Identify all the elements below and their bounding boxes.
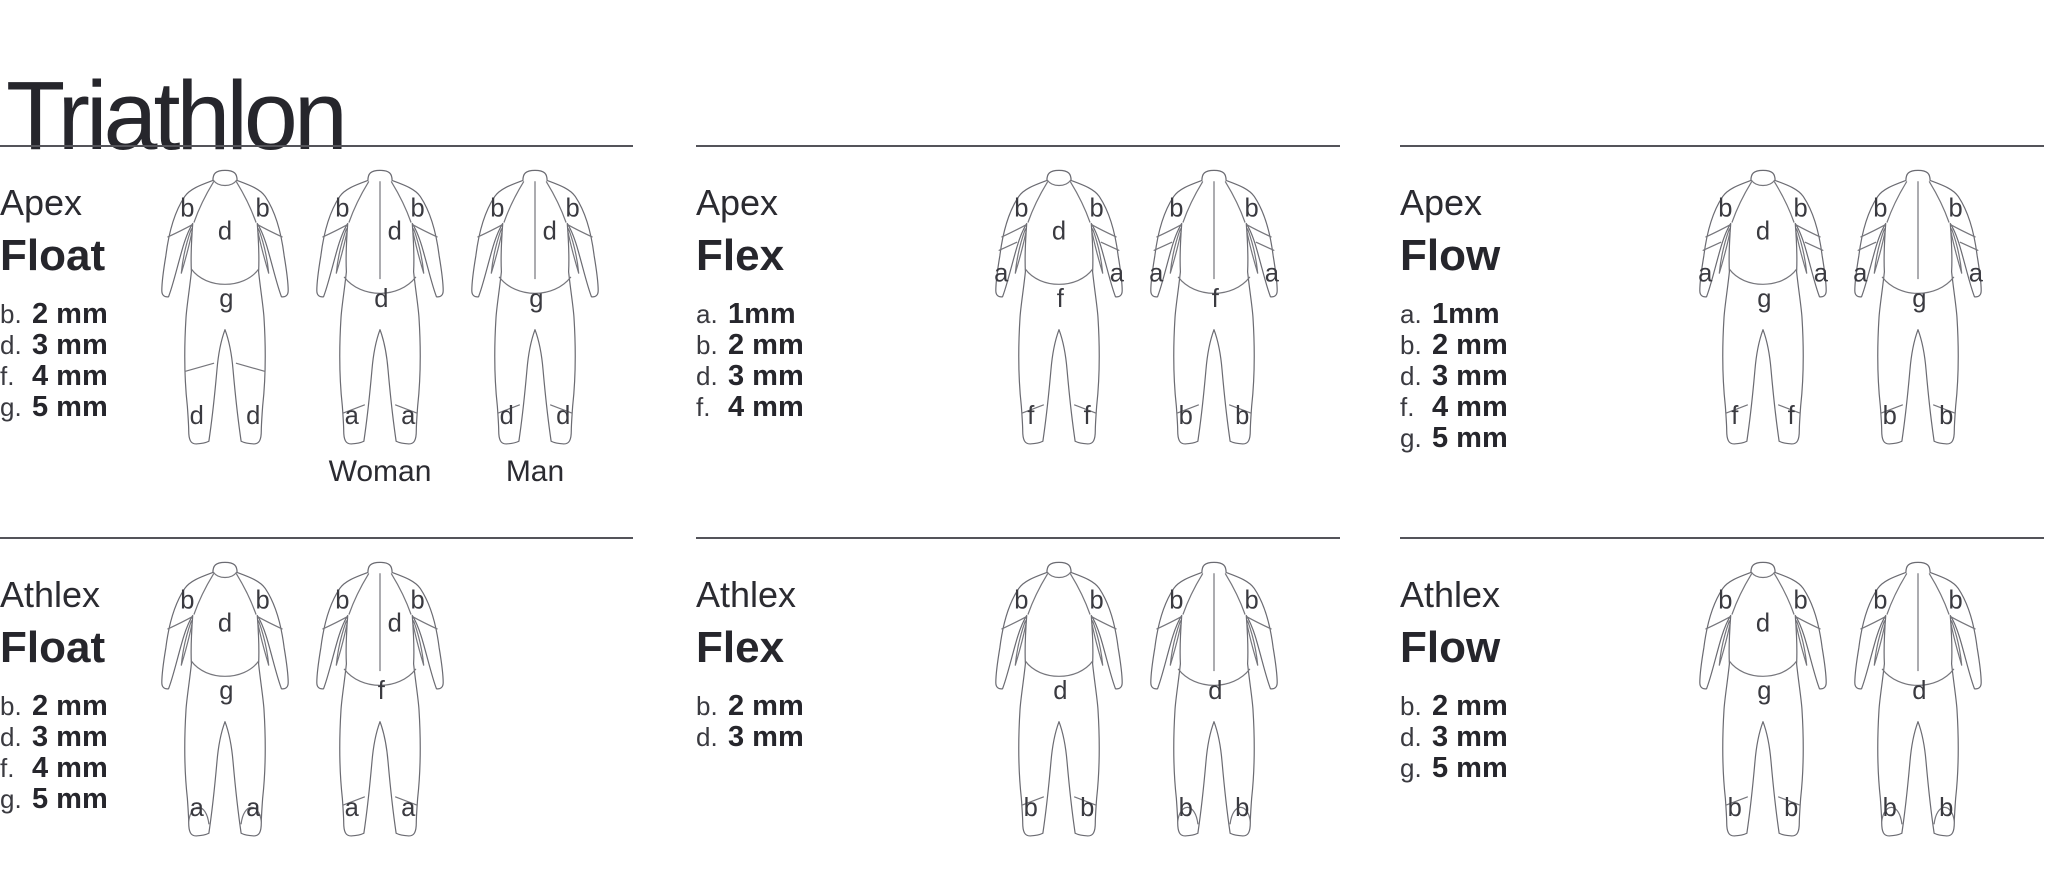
waist-seam	[1729, 269, 1796, 284]
zone-label-ankle-right: a	[246, 793, 261, 822]
product-family: Apex	[0, 182, 83, 223]
product-panel	[696, 537, 1340, 879]
wetsuit-drawing	[1139, 167, 1289, 452]
zone-label-shoulder-left: b	[335, 194, 350, 223]
legend-row	[1400, 690, 1688, 724]
zone-label-ankle-right: b	[1235, 401, 1250, 430]
legend-row	[1400, 752, 1688, 786]
zone-label-shoulder-left: b	[1169, 194, 1184, 223]
zone-label-ankle-left: d	[499, 401, 514, 430]
legend-row	[1400, 360, 1688, 394]
zone-label-torso: g	[529, 284, 544, 313]
product-panel	[696, 145, 1340, 487]
panel-body	[696, 539, 1340, 879]
zone-label-chest: d	[217, 609, 233, 638]
zone-label-ankle-left: b	[1727, 793, 1742, 822]
legend-zone-letter: d.	[696, 361, 718, 391]
legend-thickness-value: 1mm	[1432, 298, 1500, 330]
product-model: Float	[0, 623, 106, 672]
legend-zone-letter: b.	[1400, 691, 1422, 721]
product-panel	[0, 145, 633, 487]
zone-label-ankle-right: b	[1080, 793, 1095, 822]
panel-info	[696, 147, 984, 425]
wetsuit-figure	[984, 559, 1134, 879]
zone-label-shoulder-right: b	[410, 194, 425, 223]
zone-label-shoulder-right: b	[1793, 586, 1808, 615]
legend-thickness-value: 3 mm	[1432, 721, 1508, 753]
legend-thickness-value: 2 mm	[1432, 690, 1508, 722]
neckline-seam	[1048, 180, 1071, 185]
raglan-seam	[1028, 182, 1090, 222]
zone-label-torso: g	[219, 676, 234, 705]
legend-thickness-value: 4 mm	[1432, 391, 1508, 423]
wetsuit-figure	[1139, 559, 1289, 879]
zone-label-torso: f	[1056, 284, 1064, 313]
panel-body	[696, 147, 1340, 487]
wetsuit-figures	[150, 167, 633, 487]
legend-thickness-value: 2 mm	[728, 329, 804, 361]
waist-seam	[191, 269, 258, 284]
legend-thickness-value: 4 mm	[32, 752, 108, 784]
wetsuit-figures	[1688, 559, 2044, 879]
product-panel	[0, 537, 633, 879]
legend-thickness-value: 2 mm	[32, 298, 108, 330]
wetsuit-drawing	[305, 559, 455, 844]
thickness-legend	[696, 690, 984, 755]
zone-label-ankle-left: b	[1178, 793, 1193, 822]
legend-zone-letter: b.	[1400, 330, 1422, 360]
legend-zone-letter: d.	[1400, 361, 1422, 391]
zone-label-shoulder-left: b	[1014, 194, 1029, 223]
legend-thickness-value: 3 mm	[1432, 360, 1508, 392]
wetsuit-drawing	[1843, 167, 1993, 452]
zone-label-torso: f	[1211, 284, 1219, 313]
zone-label-shoulder-left: b	[1169, 586, 1184, 615]
legend-zone-letter: g.	[0, 784, 22, 814]
figure-caption: Woman	[328, 455, 432, 488]
zone-label-forearm-left: a	[1698, 259, 1713, 288]
wetsuit-drawing	[984, 167, 1134, 452]
zone-label-forearm-right: a	[1968, 259, 1983, 288]
wetsuit-figure	[460, 167, 610, 487]
zone-label-upper-back: d	[542, 217, 557, 246]
legend-thickness-value: 5 mm	[1432, 422, 1508, 454]
zone-label-shoulder-right: b	[565, 194, 580, 223]
zone-label-ankle-right: d	[246, 401, 261, 430]
thickness-legend	[0, 690, 150, 817]
zone-label-shoulder-left: b	[1014, 586, 1029, 615]
zone-label-forearm-left: a	[1853, 259, 1868, 288]
legend-thickness-value: 5 mm	[32, 783, 108, 815]
legend-thickness-value: 1mm	[728, 298, 796, 330]
legend-row	[0, 391, 150, 425]
raglan-seam	[194, 182, 256, 222]
zone-label-upper-back: d	[387, 609, 402, 638]
legend-thickness-value: 5 mm	[32, 391, 108, 423]
figure-caption: Man	[505, 455, 565, 488]
zone-label-ankle-left: b	[1882, 793, 1897, 822]
zone-label-ankle-left: b	[1882, 401, 1897, 430]
zone-label-torso: d	[1208, 676, 1223, 705]
legend-row	[0, 360, 150, 394]
panel-info	[696, 539, 984, 755]
zone-label-shoulder-left: b	[1718, 194, 1733, 223]
legend-row	[0, 721, 150, 755]
zone-label-chest: d	[217, 217, 233, 246]
wetsuit-drawing	[1139, 559, 1289, 844]
neckline-seam	[1752, 180, 1775, 185]
zone-label-shoulder-right: b	[1948, 194, 1963, 223]
wetsuit-drawing	[1688, 167, 1838, 452]
zone-label-ankle-left: f	[1731, 401, 1739, 430]
waist-seam	[1025, 661, 1092, 676]
product-model: Flex	[696, 231, 785, 280]
zone-label-ankle-left: a	[344, 793, 359, 822]
product-family: Apex	[696, 182, 779, 223]
thickness-legend	[1400, 298, 1688, 456]
wetsuit-figure	[305, 167, 455, 487]
zone-label-ankle-left: d	[189, 401, 204, 430]
wetsuit-figure	[1139, 167, 1289, 487]
zone-label-shoulder-left: b	[180, 586, 195, 615]
wetsuit-drawing	[1688, 559, 1838, 844]
legend-zone-letter: b.	[0, 691, 22, 721]
zone-label-upper-back: d	[387, 217, 402, 246]
legend-row	[0, 329, 150, 363]
legend-thickness-value: 4 mm	[728, 391, 804, 423]
zone-label-ankle-left: a	[189, 793, 204, 822]
wetsuit-drawing	[1843, 559, 1993, 844]
legend-row	[1400, 721, 1688, 755]
wetsuit-drawing	[460, 167, 610, 452]
legend-thickness-value: 2 mm	[1432, 329, 1508, 361]
zone-label-shoulder-right: b	[1948, 586, 1963, 615]
zone-label-torso: d	[1912, 676, 1927, 705]
product-panel	[1400, 537, 2044, 879]
zone-label-shoulder-right: b	[1244, 194, 1259, 223]
product-model: Flow	[1400, 231, 1501, 280]
zone-label-chest: d	[1755, 609, 1771, 638]
zone-label-torso: f	[377, 676, 385, 705]
zone-label-ankle-left: a	[344, 401, 359, 430]
panel-info	[0, 539, 150, 817]
wetsuit-figures	[150, 559, 633, 879]
legend-zone-letter: a.	[1400, 299, 1422, 329]
product-model: Float	[0, 231, 106, 280]
legend-zone-letter: b.	[0, 299, 22, 329]
zone-label-ankle-right: b	[1235, 793, 1250, 822]
zone-label-ankle-left: b	[1023, 793, 1038, 822]
legend-row	[0, 752, 150, 786]
legend-row	[696, 329, 984, 363]
legend-zone-letter: g.	[1400, 423, 1422, 453]
panel-info	[1400, 147, 1688, 456]
zone-label-shoulder-right: b	[1244, 586, 1259, 615]
zone-label-shoulder-left: b	[1873, 586, 1888, 615]
legend-zone-letter: b.	[696, 691, 718, 721]
legend-row	[696, 690, 984, 724]
knee-seam	[185, 363, 264, 371]
zone-label-forearm-right: a	[1264, 259, 1279, 288]
wetsuit-figures	[1688, 167, 2044, 487]
neckline-seam	[214, 572, 237, 577]
legend-row	[1400, 329, 1688, 363]
zone-label-shoulder-left: b	[1873, 194, 1888, 223]
product-family: Athlex	[696, 574, 797, 615]
wetsuit-figure	[150, 559, 300, 879]
wetsuit-figure	[1688, 167, 1838, 487]
panel-body	[0, 539, 633, 879]
zone-label-ankle-left: f	[1027, 401, 1035, 430]
legend-zone-letter: f.	[1400, 392, 1415, 422]
wetsuit-figure	[984, 167, 1134, 487]
zone-label-torso: g	[219, 284, 234, 313]
zone-label-forearm-left: a	[994, 259, 1009, 288]
zone-label-torso: g	[1912, 284, 1927, 313]
zone-label-ankle-right: f	[1787, 401, 1795, 430]
legend-row	[696, 360, 984, 394]
zone-label-shoulder-right: b	[255, 194, 270, 223]
legend-zone-letter: d.	[696, 722, 718, 752]
zone-label-shoulder-left: b	[490, 194, 505, 223]
thickness-legend	[0, 298, 150, 425]
raglan-seam	[194, 574, 256, 614]
legend-thickness-value: 3 mm	[32, 721, 108, 753]
thickness-legend	[1400, 690, 1688, 786]
legend-row	[696, 298, 984, 332]
legend-row	[1400, 391, 1688, 425]
wetsuit-figure	[150, 167, 300, 487]
zone-label-shoulder-left: b	[1718, 586, 1733, 615]
zone-label-shoulder-right: b	[1089, 194, 1104, 223]
raglan-seam	[1028, 574, 1090, 614]
legend-thickness-value: 4 mm	[32, 360, 108, 392]
legend-thickness-value: 3 mm	[32, 329, 108, 361]
wetsuit-figure	[1843, 559, 1993, 879]
legend-zone-letter: f.	[696, 392, 711, 422]
legend-zone-letter: g.	[1400, 753, 1422, 783]
panel-info	[1400, 539, 1688, 786]
neckline-seam	[1048, 572, 1071, 577]
product-family: Athlex	[0, 574, 101, 615]
legend-zone-letter: f.	[0, 361, 15, 391]
underarm-seam	[1015, 621, 1102, 665]
legend-row	[1400, 298, 1688, 332]
wetsuit-drawing	[150, 559, 300, 844]
zone-label-torso: d	[374, 284, 389, 313]
legend-thickness-value: 5 mm	[1432, 752, 1508, 784]
legend-thickness-value: 2 mm	[32, 690, 108, 722]
zone-label-torso: g	[1757, 676, 1772, 705]
legend-zone-letter: g.	[0, 392, 22, 422]
neckline-seam	[214, 180, 237, 185]
legend-row	[1400, 422, 1688, 456]
legend-row	[0, 783, 150, 817]
wetsuit-figures	[984, 167, 1340, 487]
legend-zone-letter: f.	[0, 753, 15, 783]
legend-zone-letter: a.	[696, 299, 718, 329]
zone-label-torso: g	[1757, 284, 1772, 313]
zone-label-shoulder-left: b	[335, 586, 350, 615]
zone-label-forearm-right: a	[1813, 259, 1828, 288]
legend-thickness-value: 3 mm	[728, 721, 804, 753]
legend-row	[0, 298, 150, 332]
zone-label-chest: d	[1755, 217, 1771, 246]
legend-zone-letter: d.	[0, 722, 22, 752]
wetsuit-figure	[305, 559, 455, 879]
zone-label-ankle-right: a	[401, 793, 416, 822]
zone-label-shoulder-right: b	[255, 586, 270, 615]
panel-body	[0, 147, 633, 487]
zone-label-ankle-right: b	[1939, 793, 1954, 822]
neckline-seam	[1752, 572, 1775, 577]
page-title: Triathlon	[6, 60, 344, 170]
zone-label-shoulder-right: b	[1089, 586, 1104, 615]
waist-seam	[1729, 661, 1796, 676]
zone-label-shoulder-left: b	[180, 194, 195, 223]
panel-body	[1400, 147, 2044, 487]
wetsuit-drawing	[150, 167, 300, 452]
panel-info	[0, 147, 150, 425]
product-family: Apex	[1400, 182, 1483, 223]
legend-row	[696, 391, 984, 425]
product-model: Flow	[1400, 623, 1501, 672]
waist-seam	[1025, 269, 1092, 284]
product-model: Flex	[696, 623, 785, 672]
zone-label-ankle-left: b	[1178, 401, 1193, 430]
wetsuit-drawing	[305, 167, 455, 452]
raglan-seam	[1732, 182, 1794, 222]
zone-label-shoulder-right: b	[1793, 194, 1808, 223]
legend-thickness-value: 3 mm	[728, 360, 804, 392]
zone-label-ankle-right: a	[401, 401, 416, 430]
zone-label-ankle-right: f	[1083, 401, 1091, 430]
legend-zone-letter: d.	[0, 330, 22, 360]
raglan-seam	[1732, 574, 1794, 614]
product-family: Athlex	[1400, 574, 1501, 615]
zone-label-chest: d	[1051, 217, 1067, 246]
wetsuit-figure	[1688, 559, 1838, 879]
wetsuit-drawing	[984, 559, 1134, 844]
shoulder-seam	[1002, 617, 1116, 629]
legend-row	[696, 721, 984, 755]
waist-seam	[191, 661, 258, 676]
legend-row	[0, 690, 150, 724]
zone-label-shoulder-right: b	[410, 586, 425, 615]
zone-label-forearm-left: a	[1149, 259, 1164, 288]
zone-label-forearm-right: a	[1109, 259, 1124, 288]
legend-zone-letter: b.	[696, 330, 718, 360]
zone-label-ankle-right: d	[556, 401, 571, 430]
zone-label-ankle-right: b	[1939, 401, 1954, 430]
wetsuit-figures	[984, 559, 1340, 879]
legend-thickness-value: 2 mm	[728, 690, 804, 722]
wetsuit-figure	[1843, 167, 1993, 487]
zone-label-torso: d	[1053, 676, 1068, 705]
panel-body	[1400, 539, 2044, 879]
legend-zone-letter: d.	[1400, 722, 1422, 752]
thickness-legend	[696, 298, 984, 425]
zone-label-ankle-right: b	[1784, 793, 1799, 822]
product-panel	[1400, 145, 2044, 487]
